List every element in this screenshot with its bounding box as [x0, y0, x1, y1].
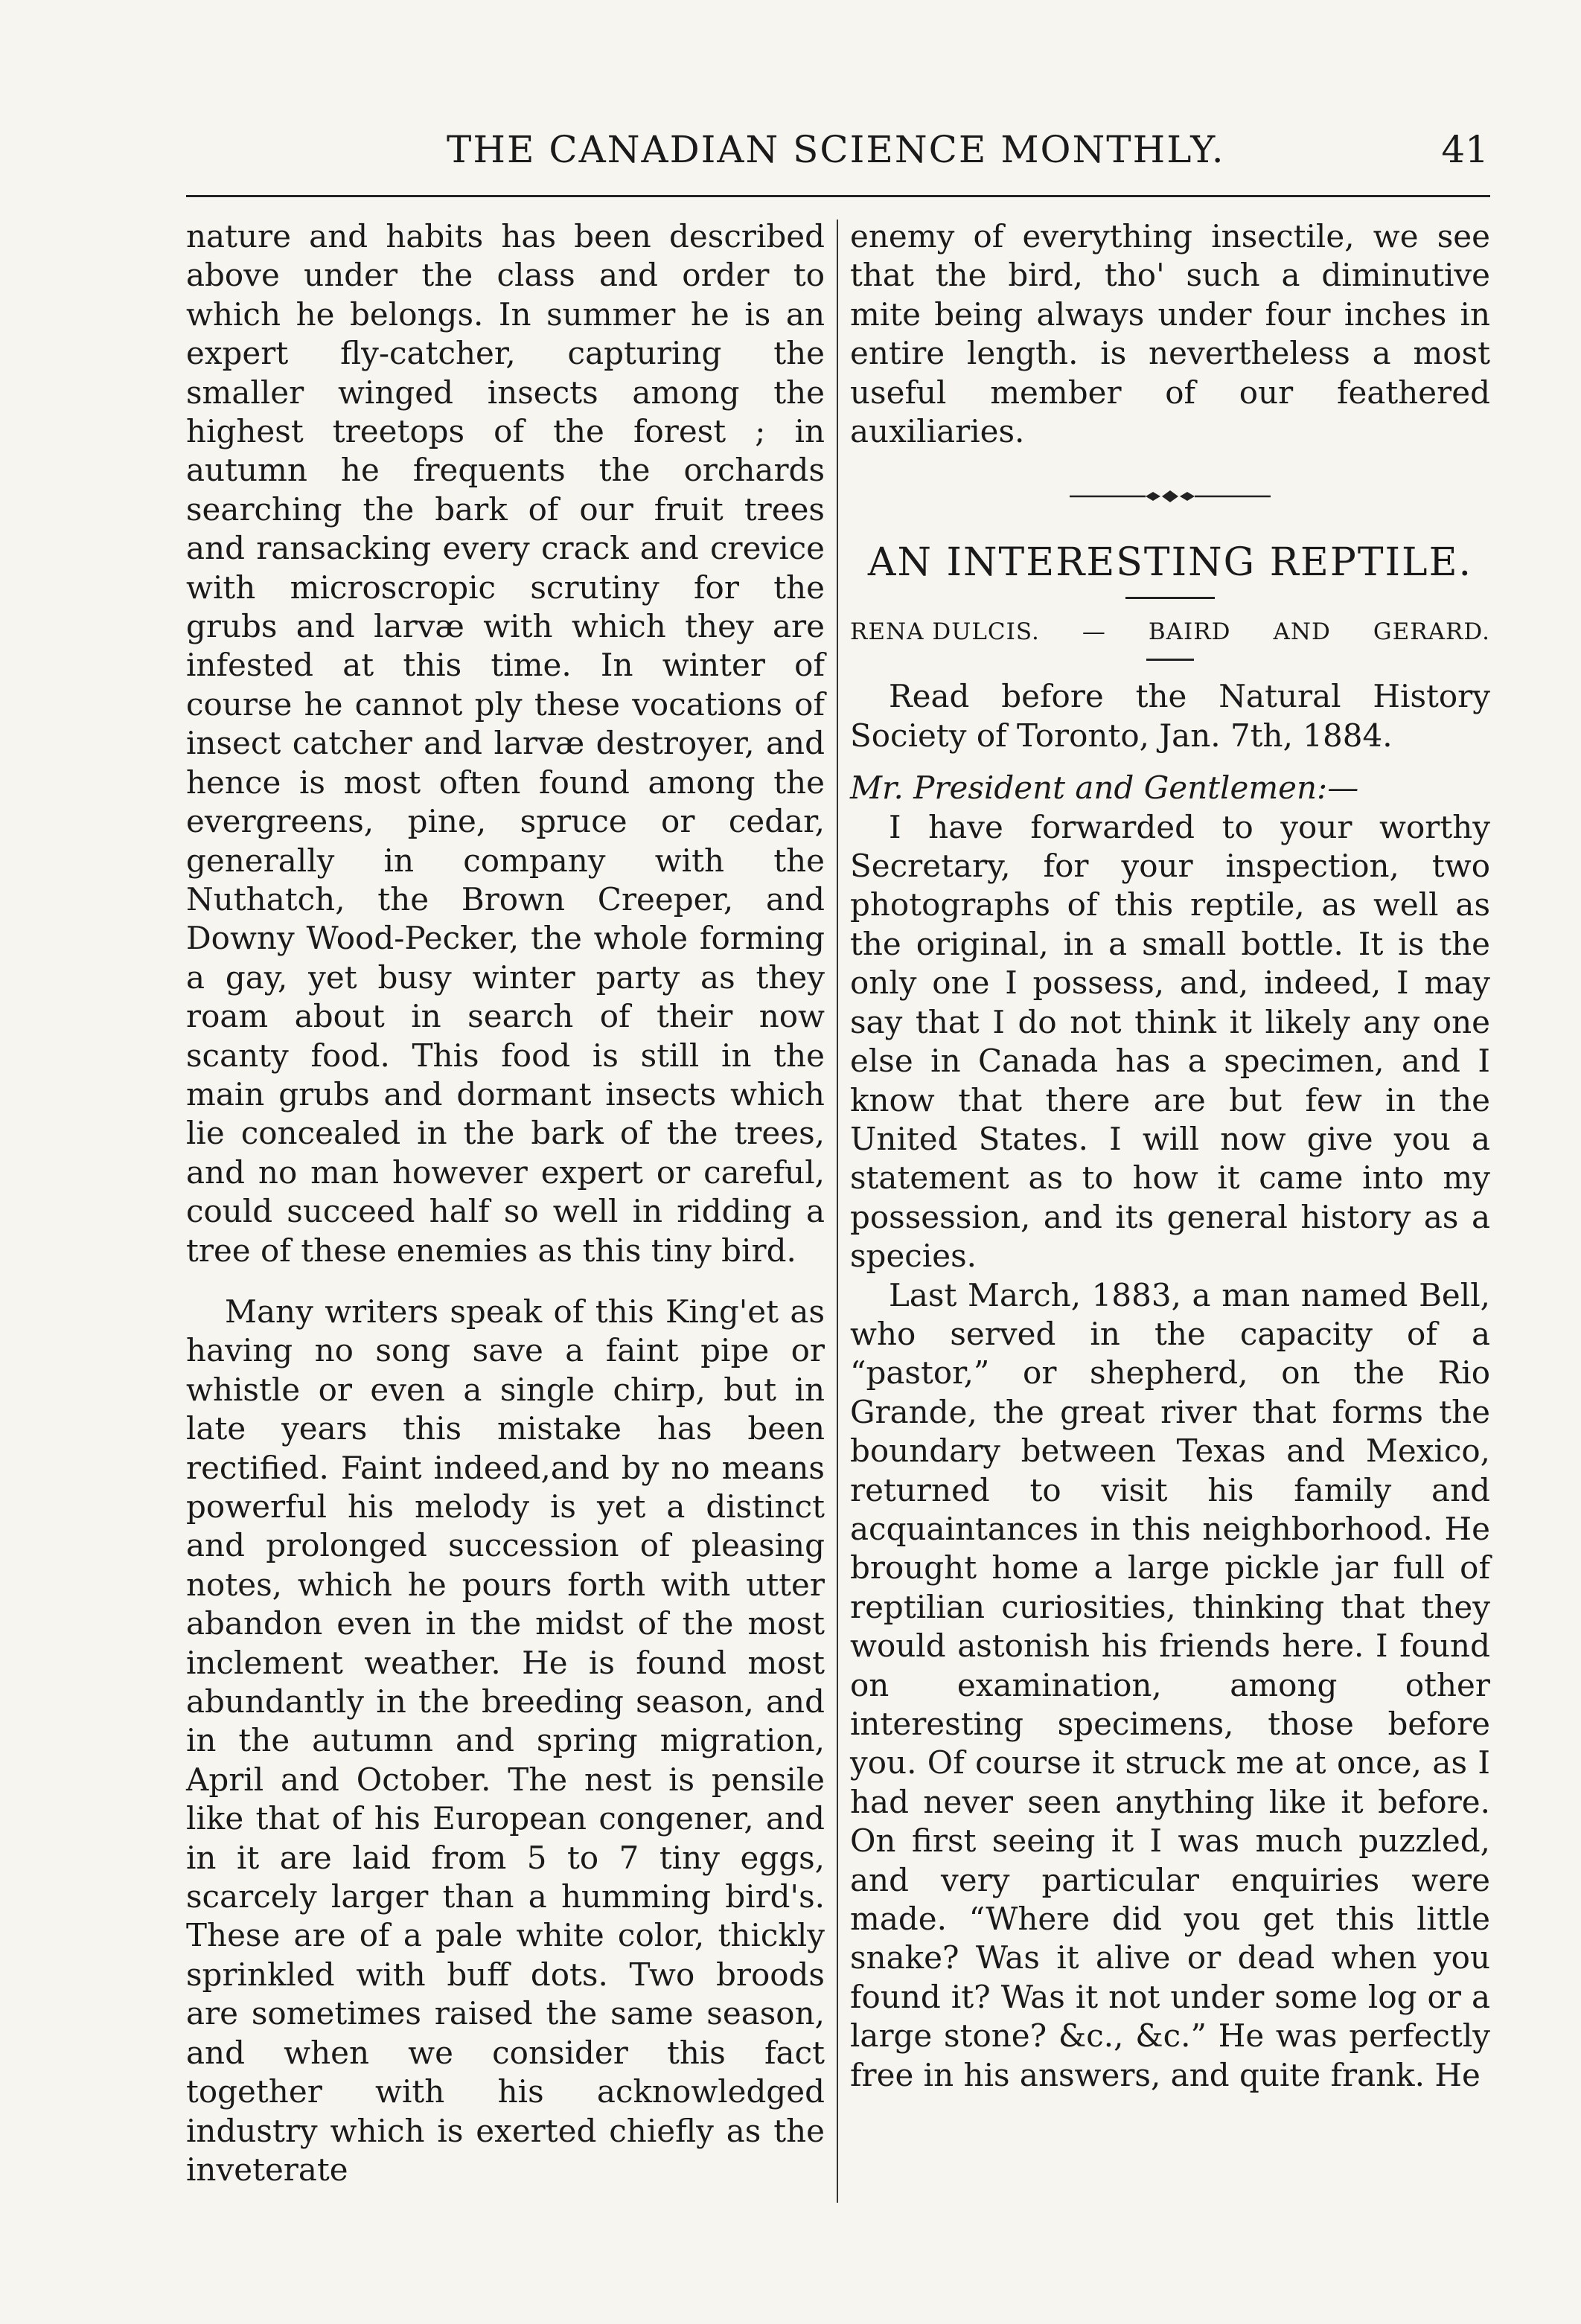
read-before-note: Read before the Natural History Society of Toronto, Jan. 7th, 1884.: [850, 678, 1490, 754]
byline-rule: [1146, 659, 1194, 661]
column-divider: [837, 220, 838, 2203]
continued-paragraph: enemy of everything insectile, we see that the bird, tho' such a diminutive mite being always under four inches in entire length. is nevertheless a most useful member of our feathered auxiliaries.: [850, 218, 1490, 450]
running-head: [186, 128, 1489, 195]
page-number: 41: [1441, 128, 1489, 171]
byline-and: AND: [1273, 618, 1331, 646]
section-ornament: [850, 467, 1490, 525]
right-column: [850, 217, 1490, 2095]
species-name: RENA DULCIS.: [850, 618, 1040, 646]
salutation: Mr. President and Gentlemen:—: [850, 769, 1359, 807]
body-paragraph: Last March, 1883, a man named Bell, who served in the capacity of a “pastor,” or shepherd, on the Rio Grande, the great river that forms the boundary between Texas and Mexico, returned to visit his family and acquaintances in this neighborhood. He brought home a large pickle jar full of reptilian curiosities, thinking that they would astonish his friends here. I found on examination, among other interesting specimens, those before you. Of course it struck me at once, as I had never seen anything like it before. On first seeing it I was much puzzled, and very particular enquiries were made. “Where did you get this little snake? Was it alive or dead when you found it? Was it not under some log or a large stone? &c., &c.” He was perfectly free in his answers, and quite frank. He: [850, 1276, 1490, 2093]
body-paragraph: nature and habits has been described above under the class and order to which he belongs. In summer he is an expert fly-catcher, capturing the smaller winged insects among the highest treetops of the forest ; in autumn he frequents the orchards searching the bark of our fruit trees and ransacking every crack and crevice with microscropic scrutiny for the grubs and larvæ with which they are infested at this time. In winter of course he cannot ply these vocations of insect catcher and larvæ destroyer, and hence is most often found among the evergreens, pine, spruce or cedar, generally in company with the Nuthatch, the Brown Creeper, and Downy Wood-Pecker, the whole forming a gay, yet busy winter party as they roam about in search of their now scanty food. This food is still in the main grubs and dormant insects which lie concealed in the bark of the trees, and no man however expert or careful, could succeed half so well in ridding a tree of these enemies as this tiny bird.: [186, 218, 825, 1269]
article-title: AN INTERESTING REPTILE.: [867, 540, 1473, 586]
species-byline: [850, 615, 1490, 648]
body-paragraph: I have forwarded to your worthy Secretary, for your inspection, two photographs of this reptile, as well as the original, in a small bottle. It is the only one I possess, and, indeed, I may say that I do not think it likely any one else in Canada has a specimen, and I know that there are but few in the United States. I will now give you a statement as to how it came into my possession, and its general history as a species.: [850, 808, 1490, 1275]
byline-separator: —: [1082, 618, 1106, 646]
header-rule: [186, 195, 1490, 197]
title-rule: [1125, 597, 1215, 599]
author-gerard: GERARD.: [1373, 618, 1490, 646]
author-baird: BAIRD: [1148, 618, 1231, 646]
left-column: [186, 217, 825, 2189]
body-paragraph: Many writers speak of this King'et as having no song save a faint pipe or whistle or even a single chirp, but in late years this mistake has been rectified. Faint indeed,and by no means powerful his melody is yet a distinct and prolonged succession of pleasing notes, which he pours forth with utter abandon even in the midst of the most inclement weather. He is found most abundantly in the breeding season, and in the autumn and spring migration, April and October. The nest is pensile like that of his European congener, and in it are laid from 5 to 7 tiny eggs, scarcely larger than a humming bird's. These are of a pale white color, thickly sprinkled with buff dots. Two broods are sometimes raised the same season, and when we consider this fact together with his acknowledged industry which is exerted chiefly as the inveterate: [186, 1293, 825, 2188]
journal-title: THE CANADIAN SCIENCE MONTHLY.: [447, 128, 1225, 171]
ornament-rule-icon: [1070, 489, 1271, 504]
